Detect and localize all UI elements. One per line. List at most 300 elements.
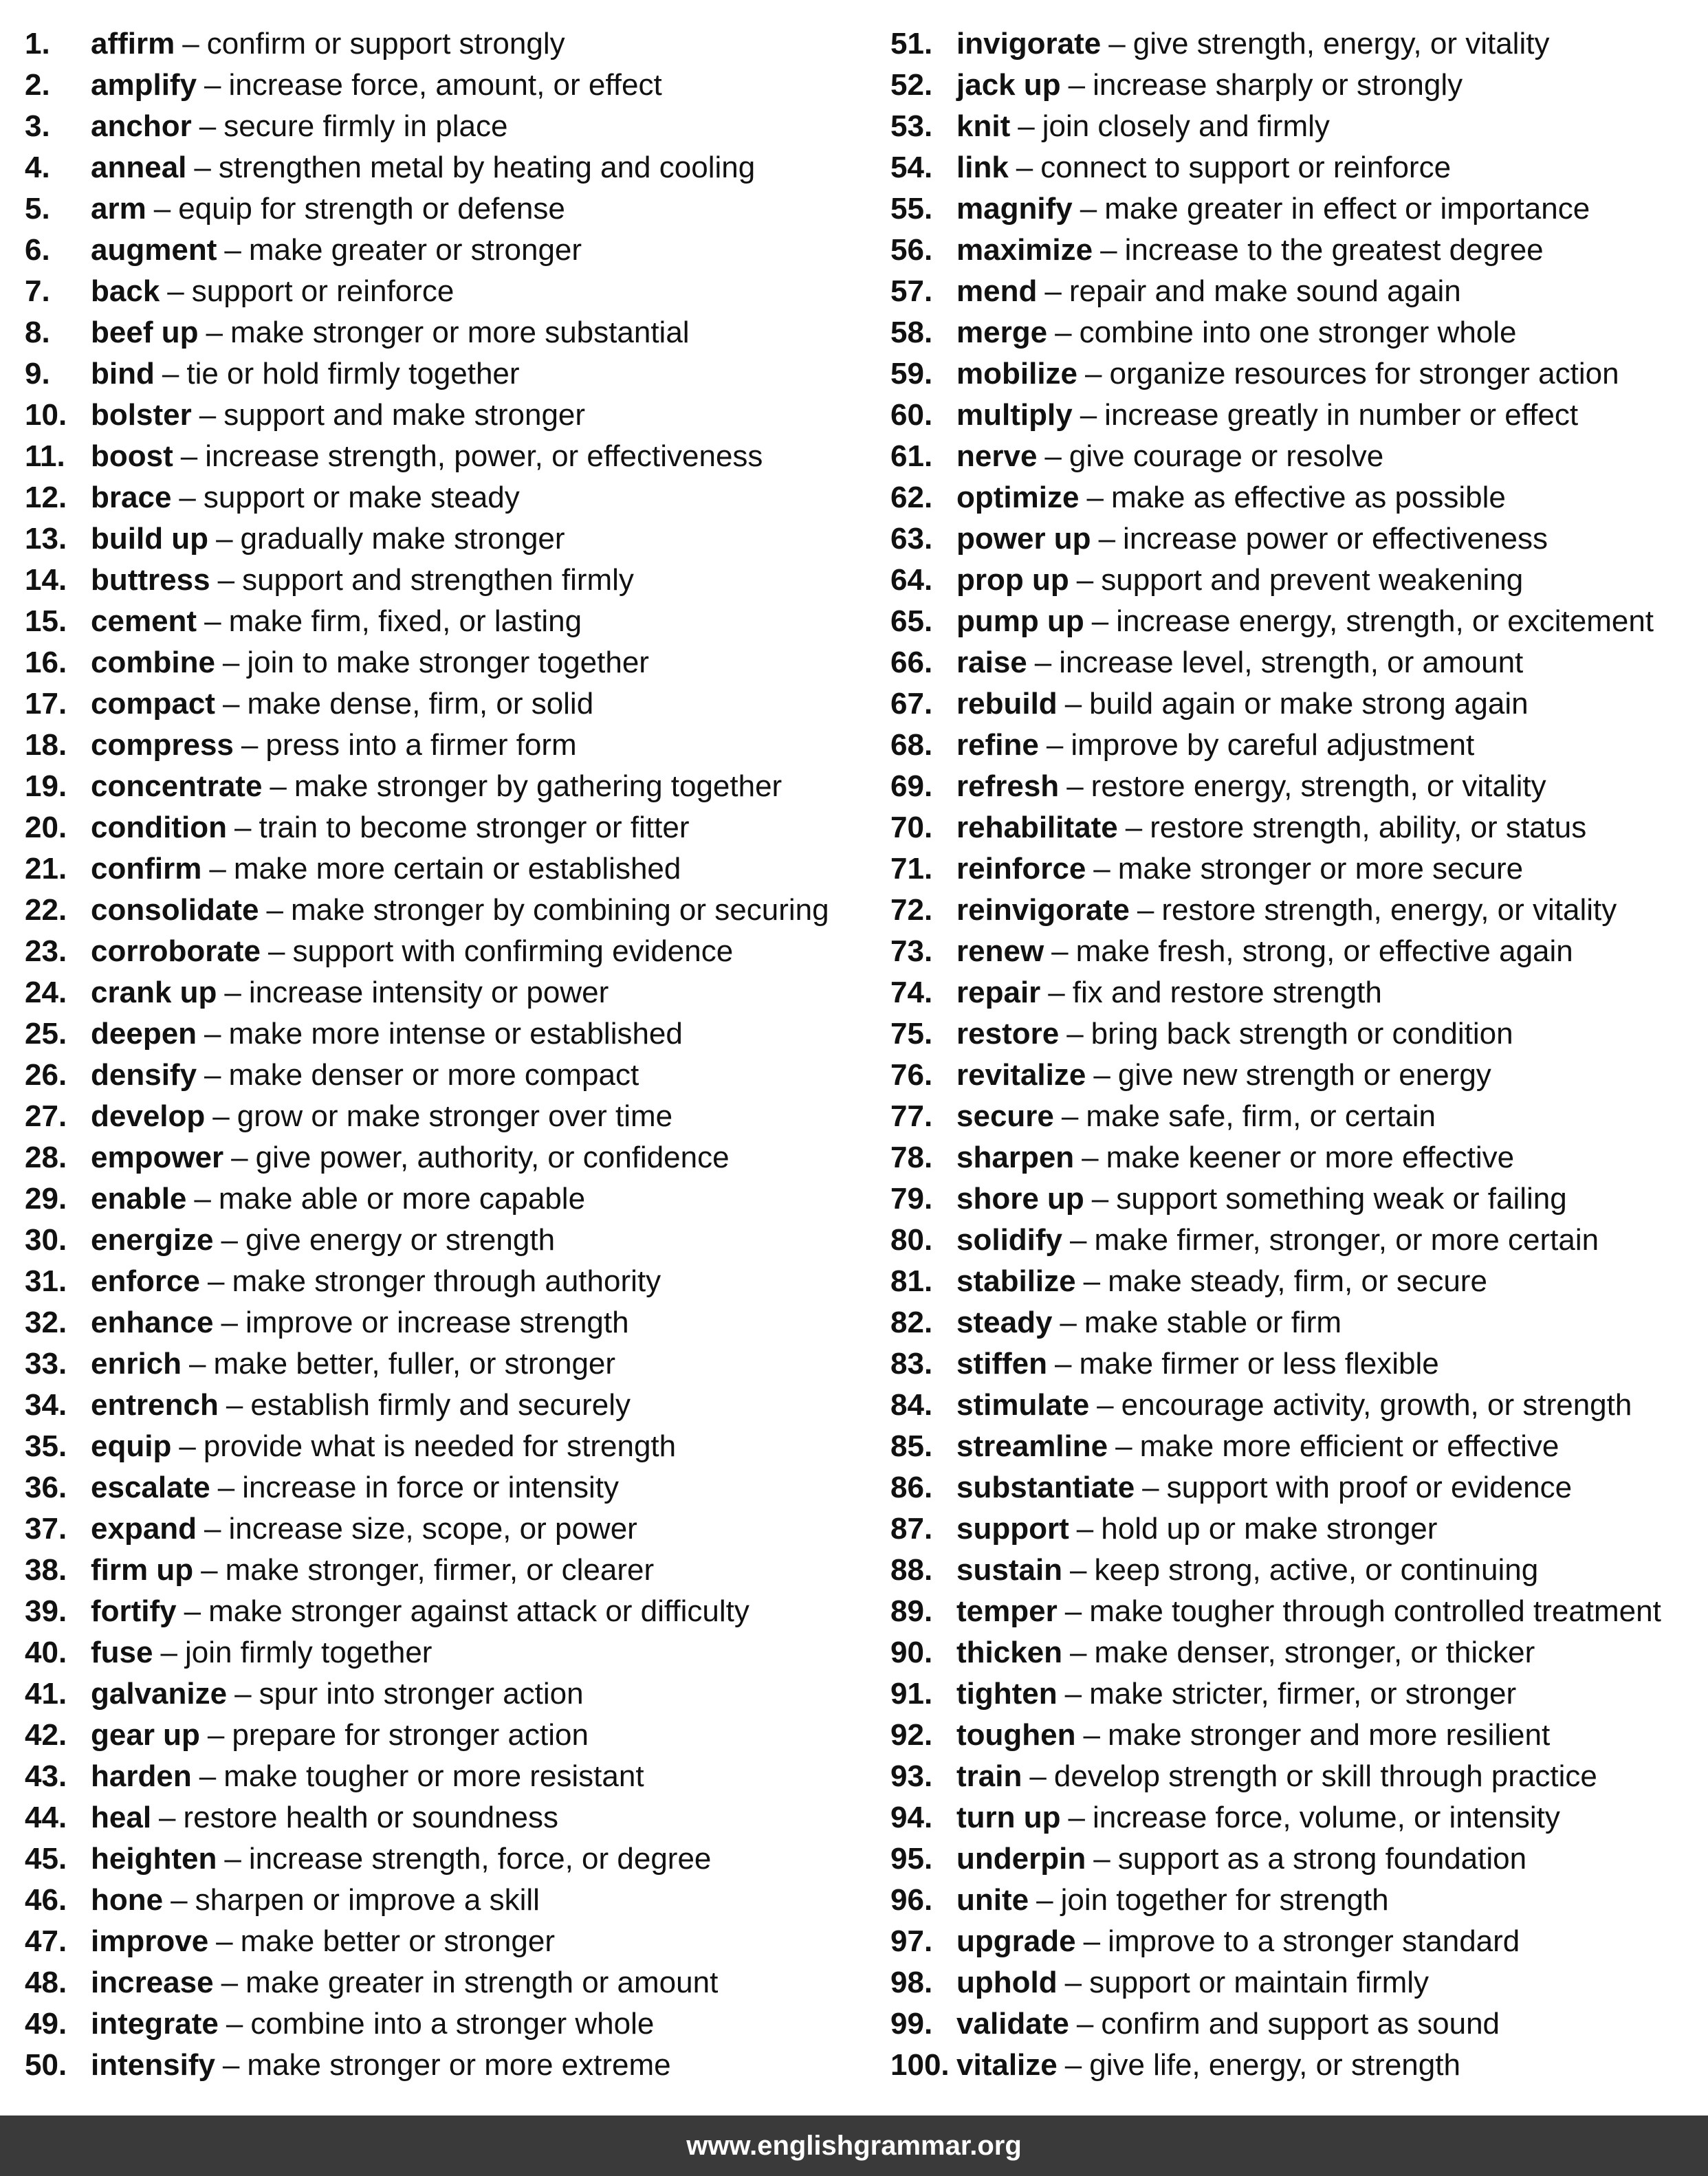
item-dash: – [1055, 316, 1072, 349]
item-dash: – [1068, 68, 1086, 102]
item-word: crank up [91, 976, 217, 1009]
item-dash: – [1080, 398, 1097, 432]
item-number: 32. [25, 1306, 67, 1339]
item-definition: hold up or make stronger [1101, 1512, 1438, 1546]
list-item [890, 1385, 1702, 1426]
item-number: 51. [890, 27, 933, 61]
item-number: 95. [890, 1842, 933, 1876]
item-word: maximize [956, 233, 1093, 267]
list-item [890, 972, 1702, 1013]
item-word: combine [91, 646, 215, 679]
list-item [25, 1797, 871, 1838]
list-item [890, 518, 1702, 560]
list-item [25, 477, 871, 518]
item-number: 44. [25, 1801, 67, 1834]
item-dash: – [1070, 1636, 1087, 1669]
item-number: 37. [25, 1512, 67, 1546]
item-dash: – [234, 811, 252, 844]
item-word: arm [91, 192, 146, 226]
item-word: equip [91, 1429, 172, 1463]
item-number: 29. [25, 1182, 67, 1216]
item-definition: strengthen metal by heating and cooling [218, 151, 756, 184]
list-item [890, 1880, 1702, 1921]
item-word: compact [91, 687, 215, 721]
item-word: repair [956, 976, 1041, 1009]
item-definition: make tougher through controlled treatment [1089, 1594, 1661, 1628]
item-number: 8. [25, 316, 50, 349]
item-word: turn up [956, 1801, 1061, 1834]
item-word: condition [91, 811, 227, 844]
item-word: raise [956, 646, 1027, 679]
item-dash: – [226, 2007, 243, 2041]
list-item [890, 1426, 1702, 1467]
item-dash: – [226, 1388, 243, 1422]
item-dash: – [221, 1223, 238, 1257]
item-number: 43. [25, 1759, 67, 1793]
item-number: 78. [890, 1141, 933, 1174]
item-word: beef up [91, 316, 199, 349]
list-item [890, 1838, 1702, 1880]
item-number: 66. [890, 646, 933, 679]
list-item [890, 2045, 1702, 2086]
list-item [25, 106, 871, 147]
list-item [890, 642, 1702, 683]
item-definition: give new strength or energy [1117, 1058, 1491, 1092]
item-number: 24. [25, 976, 67, 1009]
item-word: enable [91, 1182, 187, 1216]
item-dash: – [1082, 1141, 1099, 1174]
item-dash: – [224, 976, 241, 1009]
item-dash: – [1064, 1594, 1082, 1628]
item-dash: – [1085, 357, 1102, 391]
item-number: 15. [25, 604, 67, 638]
item-number: 31. [25, 1264, 67, 1298]
item-dash: – [160, 1636, 177, 1669]
item-word: energize [91, 1223, 214, 1257]
item-number: 79. [890, 1182, 933, 1216]
item-dash: – [1064, 687, 1082, 721]
item-number: 6. [25, 233, 50, 267]
item-definition: press into a firmer form [265, 728, 577, 762]
item-word: support [956, 1512, 1069, 1546]
item-word: anchor [91, 109, 192, 143]
item-dash: – [221, 1966, 239, 1999]
item-word: rebuild [956, 687, 1058, 721]
item-definition: make more efficient or effective [1139, 1429, 1559, 1463]
item-word: galvanize [91, 1677, 228, 1711]
item-dash: – [212, 1099, 230, 1133]
list-item [25, 1880, 871, 1921]
item-word: validate [956, 2007, 1069, 2041]
item-word: stimulate [956, 1388, 1090, 1422]
item-dash: – [216, 1924, 233, 1958]
item-definition: make denser, stronger, or thicker [1094, 1636, 1535, 1669]
item-dash: – [1036, 1883, 1053, 1917]
item-definition: support and strengthen firmly [242, 563, 634, 597]
list-item [25, 931, 871, 972]
list-item [890, 1921, 1702, 1962]
list-item [25, 436, 871, 477]
item-word: restore [956, 1017, 1060, 1051]
item-definition: support or make steady [203, 481, 520, 514]
item-word: back [91, 274, 160, 308]
item-dash: – [206, 316, 223, 349]
item-definition: increase strength, power, or effectiveness [205, 439, 763, 473]
item-number: 26. [25, 1058, 67, 1092]
item-definition: confirm and support as sound [1101, 2007, 1500, 2041]
item-word: power up [956, 522, 1091, 556]
item-word: augment [91, 233, 217, 267]
list-item [25, 1921, 871, 1962]
item-dash: – [204, 68, 221, 102]
item-definition: make stronger by combining or securing [290, 893, 829, 927]
item-definition: improve to a stronger standard [1108, 1924, 1520, 1958]
item-number: 33. [25, 1347, 67, 1381]
item-word: harden [91, 1759, 192, 1793]
item-number: 53. [890, 109, 933, 143]
item-definition: make stronger and more resilient [1108, 1718, 1551, 1752]
item-dash: – [171, 1883, 188, 1917]
list-item [25, 1055, 871, 1096]
item-number: 88. [890, 1553, 933, 1587]
item-number: 98. [890, 1966, 933, 1999]
list-item [890, 1508, 1702, 1550]
item-dash: – [1076, 2007, 1094, 2041]
item-dash: – [1064, 1677, 1082, 1711]
item-word: vitalize [956, 2048, 1058, 2082]
item-definition: join to make stronger together [247, 646, 649, 679]
item-dash: – [217, 1471, 235, 1504]
item-definition: give strength, energy, or vitality [1132, 27, 1550, 61]
list-item [890, 1261, 1702, 1302]
item-word: concentrate [91, 769, 263, 803]
item-dash: – [180, 439, 198, 473]
item-word: stabilize [956, 1264, 1076, 1298]
list-item [890, 890, 1702, 931]
item-number: 38. [25, 1553, 67, 1587]
item-word: heal [91, 1801, 152, 1834]
item-word: bind [91, 357, 155, 391]
item-word: cement [91, 604, 197, 638]
list-item [25, 395, 871, 436]
item-word: mend [956, 274, 1038, 308]
item-dash: – [204, 604, 221, 638]
list-item [890, 2003, 1702, 2045]
item-word: hone [91, 1883, 164, 1917]
item-definition: organize resources for stronger action [1109, 357, 1619, 391]
list-item [25, 1385, 871, 1426]
list-item [25, 1220, 871, 1261]
item-word: develop [91, 1099, 206, 1133]
item-definition: make stronger or more substantial [230, 316, 690, 349]
item-word: optimize [956, 481, 1080, 514]
item-dash: – [209, 852, 226, 886]
item-number: 91. [890, 1677, 933, 1711]
item-number: 17. [25, 687, 67, 721]
item-word: increase [91, 1966, 214, 1999]
item-word: reinvigorate [956, 893, 1130, 927]
item-dash: – [241, 728, 259, 762]
item-word: pump up [956, 604, 1084, 638]
item-word: refresh [956, 769, 1060, 803]
item-word: enforce [91, 1264, 200, 1298]
item-dash: – [1083, 1718, 1100, 1752]
list-item [25, 1550, 871, 1591]
list-item [890, 807, 1702, 848]
list-item [25, 1756, 871, 1797]
item-number: 5. [25, 192, 50, 226]
list-item [25, 683, 871, 725]
list-item [890, 725, 1702, 766]
item-number: 14. [25, 563, 67, 597]
item-definition: support and make stronger [223, 398, 586, 432]
item-word: integrate [91, 2007, 219, 2041]
list-item [890, 147, 1702, 188]
item-dash: – [1048, 976, 1065, 1009]
item-definition: train to become stronger or fitter [259, 811, 690, 844]
item-word: amplify [91, 68, 197, 102]
item-word: fortify [91, 1594, 177, 1628]
item-definition: make stronger by gathering together [294, 769, 782, 803]
list-item [890, 1013, 1702, 1055]
item-definition: make able or more capable [218, 1182, 586, 1216]
item-definition: join firmly together [184, 1636, 433, 1669]
list-item [890, 1343, 1702, 1385]
item-dash: – [167, 274, 184, 308]
item-number: 94. [890, 1801, 933, 1834]
item-word: rehabilitate [956, 811, 1118, 844]
list-item [25, 642, 871, 683]
item-dash: – [1115, 1429, 1132, 1463]
item-number: 86. [890, 1471, 933, 1504]
item-word: sustain [956, 1553, 1063, 1587]
item-definition: establish firmly and securely [250, 1388, 631, 1422]
item-definition: give courage or resolve [1069, 439, 1384, 473]
item-word: fuse [91, 1636, 153, 1669]
item-word: train [956, 1759, 1022, 1793]
list-item [890, 188, 1702, 230]
item-word: buttress [91, 563, 210, 597]
list-item [25, 766, 871, 807]
item-definition: make denser or more compact [228, 1058, 639, 1092]
list-item [890, 353, 1702, 395]
item-definition: make better or stronger [240, 1924, 555, 1958]
item-number: 75. [890, 1017, 933, 1051]
item-word: gear up [91, 1718, 200, 1752]
item-number: 81. [890, 1264, 933, 1298]
item-definition: make stronger, firmer, or clearer [225, 1553, 655, 1587]
item-dash: – [1068, 1801, 1085, 1834]
item-definition: improve by careful adjustment [1071, 728, 1475, 762]
item-number: 72. [890, 893, 933, 927]
item-dash: – [179, 1429, 196, 1463]
item-number: 16. [25, 646, 67, 679]
item-dash: – [199, 1759, 217, 1793]
item-word: corroborate [91, 934, 261, 968]
item-word: enrich [91, 1347, 182, 1381]
list-item [25, 1137, 871, 1178]
item-dash: – [1100, 233, 1117, 267]
item-dash: – [179, 481, 196, 514]
item-number: 89. [890, 1594, 933, 1628]
item-number: 28. [25, 1141, 67, 1174]
item-number: 68. [890, 728, 933, 762]
item-definition: give life, energy, or strength [1089, 2048, 1460, 2082]
item-definition: increase to the greatest degree [1124, 233, 1544, 267]
item-dash: – [199, 398, 217, 432]
item-definition: make stable or firm [1084, 1306, 1342, 1339]
item-number: 7. [25, 274, 50, 308]
item-number: 23. [25, 934, 67, 968]
item-dash: – [1044, 274, 1062, 308]
item-word: enhance [91, 1306, 214, 1339]
item-number: 90. [890, 1636, 933, 1669]
list-item [25, 807, 871, 848]
item-number: 60. [890, 398, 933, 432]
item-definition: bring back strength or condition [1091, 1017, 1513, 1051]
list-item [890, 477, 1702, 518]
item-word: upgrade [956, 1924, 1076, 1958]
item-dash: – [207, 1718, 225, 1752]
list-item [890, 271, 1702, 312]
item-number: 55. [890, 192, 933, 226]
item-word: tighten [956, 1677, 1058, 1711]
list-item [25, 890, 871, 931]
item-word: consolidate [91, 893, 259, 927]
item-dash: – [194, 151, 211, 184]
word-list-right-column [890, 23, 1702, 2086]
item-number: 77. [890, 1099, 933, 1133]
item-number: 50. [25, 2048, 67, 2082]
item-number: 87. [890, 1512, 933, 1546]
item-definition: sharpen or improve a skill [195, 1883, 540, 1917]
item-number: 42. [25, 1718, 67, 1752]
item-number: 58. [890, 316, 933, 349]
item-word: confirm [91, 852, 202, 886]
item-number: 63. [890, 522, 933, 556]
item-word: temper [956, 1594, 1058, 1628]
item-number: 45. [25, 1842, 67, 1876]
list-item [890, 312, 1702, 353]
item-number: 27. [25, 1099, 67, 1133]
item-word: underpin [956, 1842, 1086, 1876]
item-number: 10. [25, 398, 67, 432]
item-number: 9. [25, 357, 50, 391]
item-definition: increase in force or intensity [242, 1471, 619, 1504]
item-definition: restore energy, strength, or vitality [1091, 769, 1546, 803]
item-dash: – [189, 1347, 206, 1381]
list-item [25, 1591, 871, 1632]
item-word: mobilize [956, 357, 1078, 391]
item-definition: make tougher or more resistant [223, 1759, 644, 1793]
item-dash: – [153, 192, 171, 226]
list-item [890, 230, 1702, 271]
item-number: 99. [890, 2007, 933, 2041]
item-dash: – [1125, 811, 1143, 844]
word-list-left-column [25, 23, 871, 2086]
item-dash: – [194, 1182, 211, 1216]
item-dash: – [162, 357, 179, 391]
item-number: 47. [25, 1924, 67, 1958]
list-item [25, 725, 871, 766]
item-dash: – [1029, 1759, 1047, 1793]
list-item [890, 1096, 1702, 1137]
item-word: empower [91, 1141, 224, 1174]
item-number: 56. [890, 233, 933, 267]
item-word: toughen [956, 1718, 1076, 1752]
list-item [890, 931, 1702, 972]
item-definition: prepare for stronger action [232, 1718, 589, 1752]
item-dash: – [1137, 893, 1154, 927]
item-number: 48. [25, 1966, 67, 1999]
item-definition: connect to support or reinforce [1040, 151, 1452, 184]
item-word: densify [91, 1058, 197, 1092]
item-dash: – [1091, 604, 1109, 638]
item-definition: make greater in strength or amount [245, 1966, 719, 1999]
item-dash: – [207, 1264, 225, 1298]
item-dash: – [201, 1553, 218, 1587]
item-number: 46. [25, 1883, 67, 1917]
item-dash: – [182, 27, 199, 61]
list-item [890, 766, 1702, 807]
item-word: shore up [956, 1182, 1084, 1216]
item-number: 76. [890, 1058, 933, 1092]
item-dash: – [1076, 563, 1094, 597]
item-number: 64. [890, 563, 933, 597]
list-item [25, 1013, 871, 1055]
item-dash: – [1142, 1471, 1159, 1504]
item-definition: secure firmly in place [223, 109, 508, 143]
item-dash: – [1046, 728, 1064, 762]
item-dash: – [204, 1058, 221, 1092]
item-number: 22. [25, 893, 67, 927]
list-item [25, 1508, 871, 1550]
list-item [25, 1302, 871, 1343]
list-item [890, 1178, 1702, 1220]
item-word: revitalize [956, 1058, 1086, 1092]
item-number: 30. [25, 1223, 67, 1257]
item-definition: make more intense or established [228, 1017, 683, 1051]
item-number: 92. [890, 1718, 933, 1752]
item-word: renew [956, 934, 1044, 968]
item-number: 74. [890, 976, 933, 1009]
item-dash: – [1097, 1388, 1114, 1422]
item-definition: support as a strong foundation [1117, 1842, 1527, 1876]
item-definition: increase size, scope, or power [228, 1512, 637, 1546]
list-item [25, 2003, 871, 2045]
item-number: 93. [890, 1759, 933, 1793]
item-definition: confirm or support strongly [206, 27, 565, 61]
item-definition: restore strength, energy, or vitality [1161, 893, 1617, 927]
footer-website-url: www.englishgrammar.org [686, 2130, 1022, 2161]
item-number: 54. [890, 151, 933, 184]
list-item [25, 1673, 871, 1715]
item-definition: spur into stronger action [259, 1677, 584, 1711]
footer-bar [0, 2115, 1708, 2176]
item-number: 71. [890, 852, 933, 886]
item-definition: make stronger through authority [232, 1264, 661, 1298]
item-word: firm up [91, 1553, 194, 1587]
item-dash: – [159, 1801, 176, 1834]
item-word: boost [91, 439, 173, 473]
item-number: 70. [890, 811, 933, 844]
item-definition: make stronger or more extreme [247, 2048, 671, 2082]
item-dash: – [216, 522, 233, 556]
item-definition: make steady, firm, or secure [1108, 1264, 1487, 1298]
item-number: 85. [890, 1429, 933, 1463]
item-dash: – [1108, 27, 1126, 61]
list-item [25, 2045, 871, 2086]
